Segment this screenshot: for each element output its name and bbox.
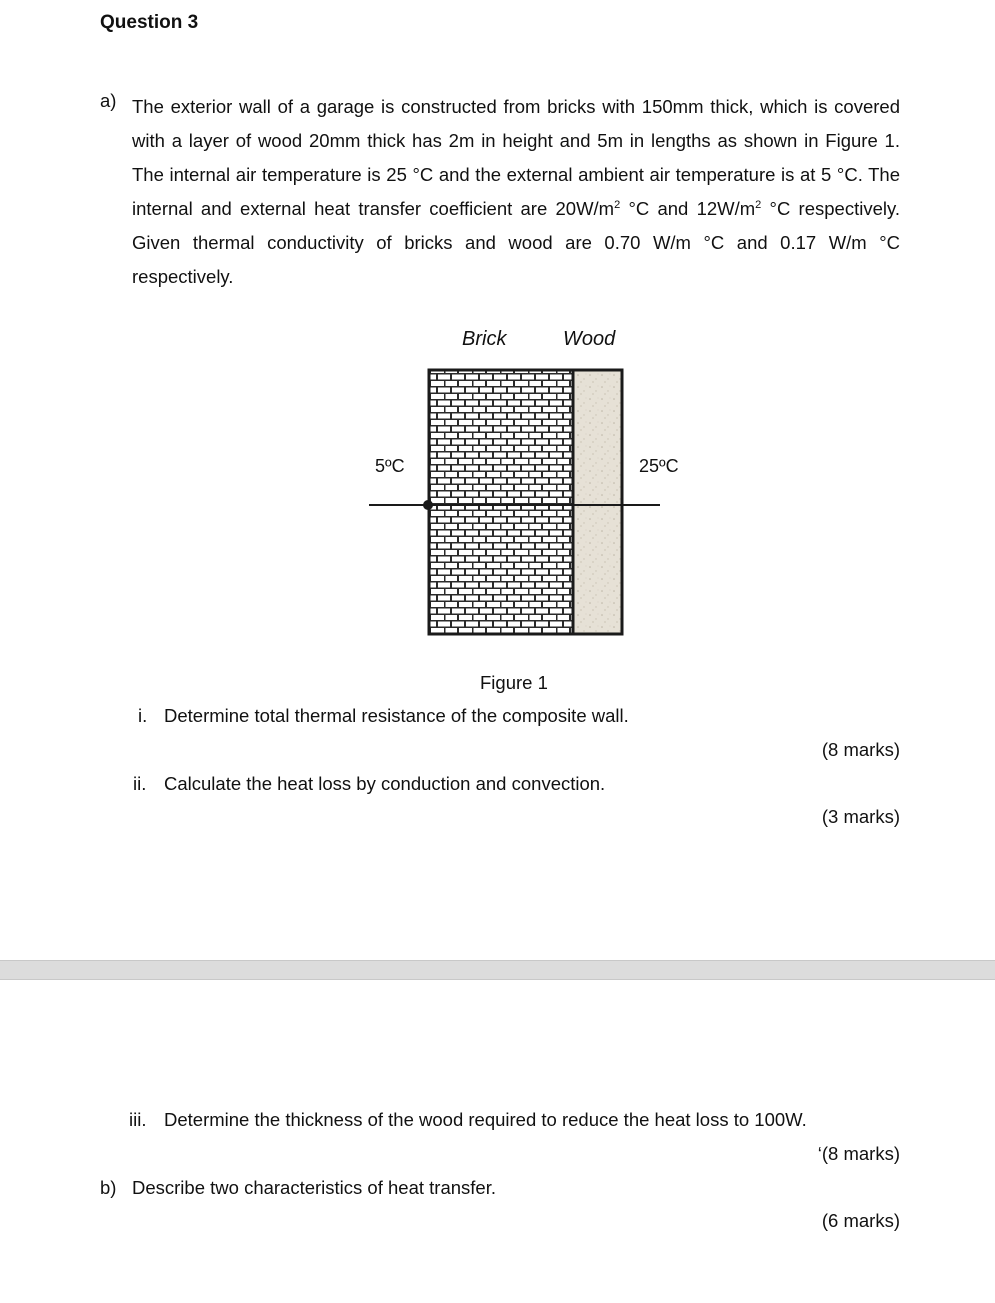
part-a-text: The exterior wall of a garage is constructed from bricks with 150mm thick, which is covered with a layer of wood 20mm thick has 2m in height and 5m in lengths as shown in Figure 1. The internal air temperature is 25 °C and the external ambient air temperature is at 5 °C. The internal and external heat transfer coefficient are $20W/m^2$ °C and $12W/m^2$ °C respectively. Given thermal conductivity of bricks and wood are 0.70 W/m °C and 0.17 W/m °C respectively. [132, 96, 900, 287]
part-a-paragraph [132, 90, 900, 294]
left-temperature: 5ºC [375, 456, 405, 476]
subq-ii-number: ii. [133, 773, 147, 794]
part-b-marks: (6 marks) [821, 1210, 900, 1231]
part-b-text: Describe two characteristics of heat transfer. [132, 1177, 496, 1198]
subq-iii-marks: ‘(8 marks) [817, 1143, 900, 1164]
subq-i-number: i. [138, 705, 148, 726]
surface-node [423, 500, 433, 510]
page-break [0, 960, 995, 980]
superscript-1: 2 [614, 199, 621, 211]
subq-iii-text: Determine the thickness of the wood required to reduce the heat loss to 100W. [164, 1109, 807, 1130]
right-temperature: 25ºC [639, 456, 679, 476]
superscript-3: 2 [755, 199, 762, 211]
wood-label: Wood [563, 328, 616, 350]
subq-i-text: Determine total thermal resistance of the composite wall. [164, 705, 629, 726]
subq-ii-text: Calculate the heat loss by conduction and convection. [164, 773, 606, 794]
composite-wall-figure [360, 360, 670, 645]
brick-label: Brick [462, 328, 507, 350]
wood-layer [573, 370, 622, 634]
part-b-label: b) [100, 1177, 117, 1198]
question-title: Question 3 [100, 12, 199, 33]
brick-layer [429, 370, 573, 634]
subq-iii-number: iii. [129, 1109, 147, 1130]
part-a-label: a) [100, 90, 117, 111]
subq-ii-marks: (3 marks) [821, 806, 900, 827]
subq-i-marks: (8 marks) [821, 739, 900, 760]
figure-caption: Figure 1 [480, 672, 548, 693]
